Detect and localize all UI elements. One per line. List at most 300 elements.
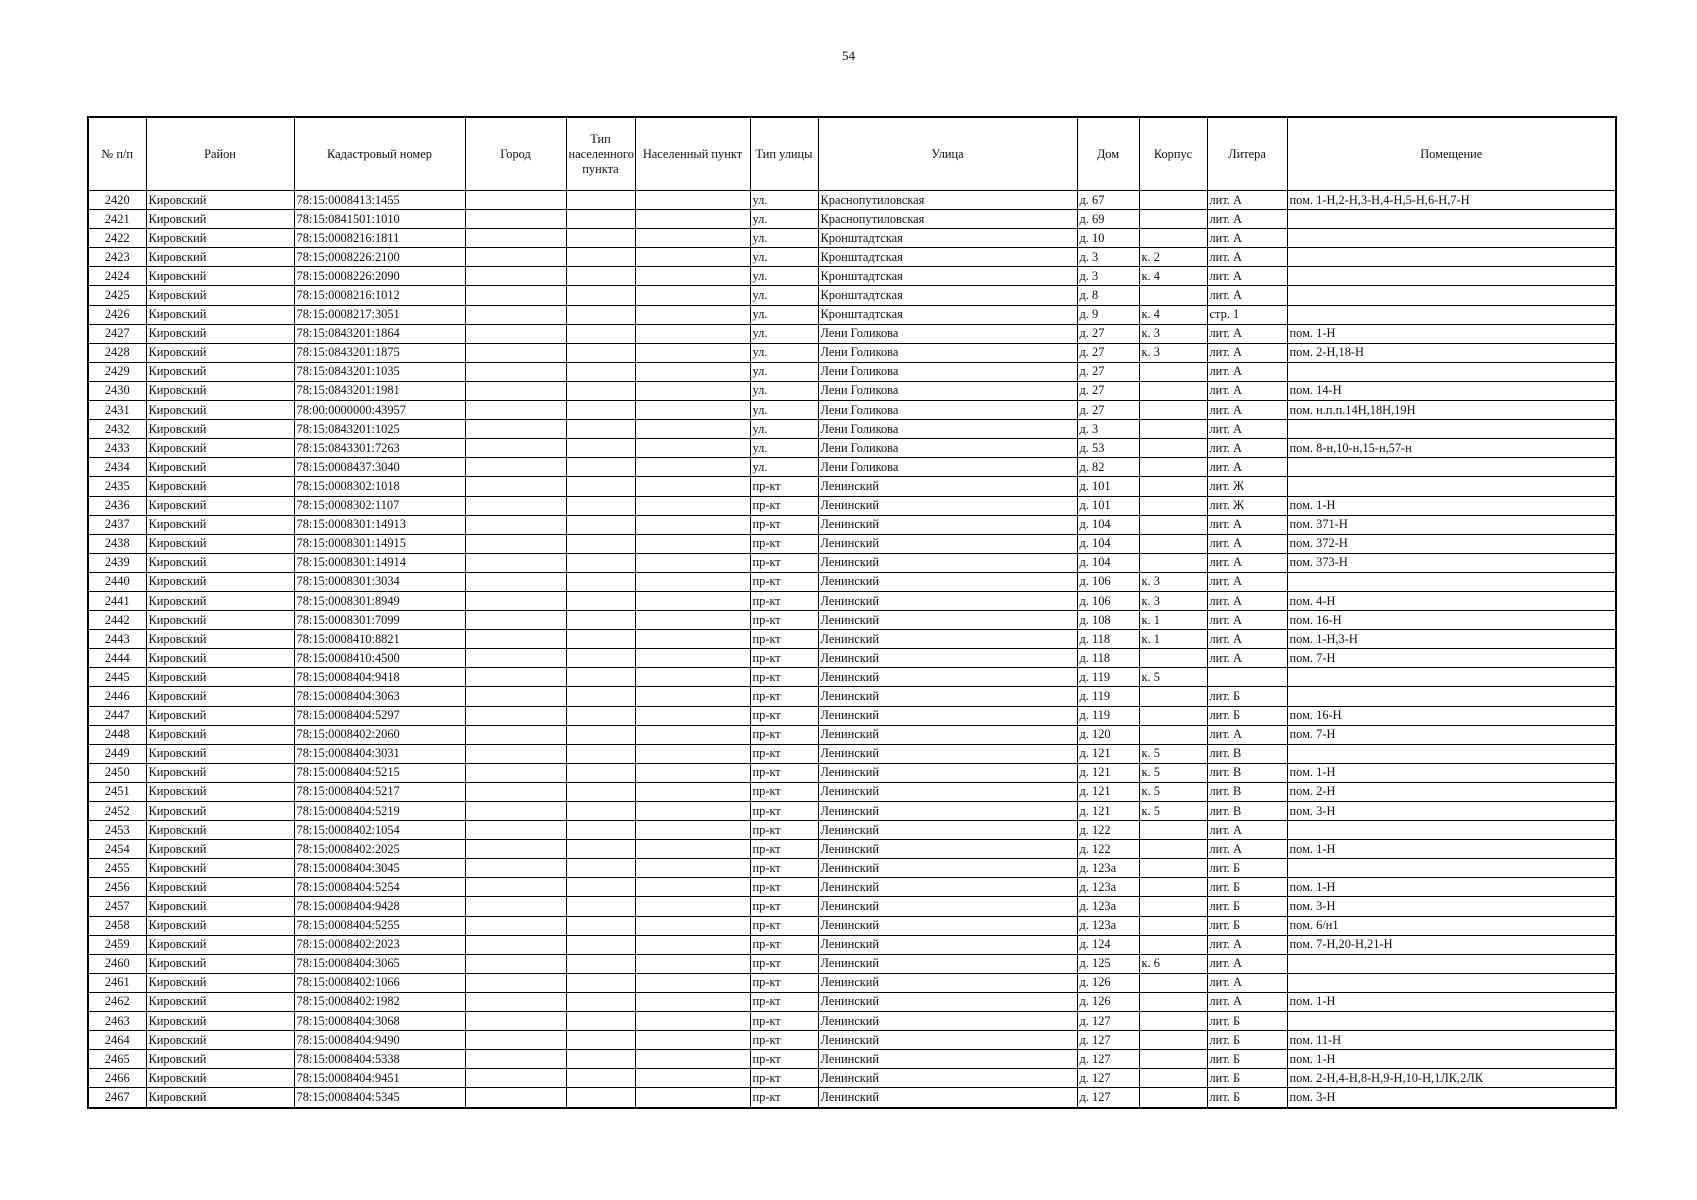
cell-letter: лит. А bbox=[1207, 954, 1287, 973]
cell-premises: пом. 1-Н bbox=[1287, 840, 1616, 859]
cell-district: Кировский bbox=[146, 343, 294, 362]
cell-settlement-type bbox=[566, 324, 635, 343]
cell-letter: лит. Б bbox=[1207, 687, 1287, 706]
cell-settlement bbox=[635, 973, 750, 992]
cell-house: д. 126 bbox=[1077, 992, 1139, 1011]
cell-building: к. 3 bbox=[1139, 591, 1207, 610]
cell-premises: пом. 3-Н bbox=[1287, 897, 1616, 916]
cell-street-type: пр-кт bbox=[750, 477, 818, 496]
cell-street-type: пр-кт bbox=[750, 496, 818, 515]
cell-cadastral-number: 78:15:0843201:1875 bbox=[294, 343, 465, 362]
cell-street-type: пр-кт bbox=[750, 1031, 818, 1050]
cell-cadastral-number: 78:15:0008302:1107 bbox=[294, 496, 465, 515]
cell-street: Ленинский bbox=[818, 916, 1077, 935]
cell-settlement bbox=[635, 420, 750, 439]
cell-cadastral-number: 78:15:0008404:5219 bbox=[294, 802, 465, 821]
cell-number: 2446 bbox=[88, 687, 146, 706]
cell-cadastral-number: 78:15:0008404:5215 bbox=[294, 763, 465, 782]
cell-street-type: пр-кт bbox=[750, 954, 818, 973]
cell-district: Кировский bbox=[146, 897, 294, 916]
cell-building: к. 1 bbox=[1139, 630, 1207, 649]
cell-street: Ленинский bbox=[818, 744, 1077, 763]
cell-premises bbox=[1287, 973, 1616, 992]
cell-street-type: пр-кт bbox=[750, 1012, 818, 1031]
cell-building bbox=[1139, 401, 1207, 420]
cell-street: Кронштадтская bbox=[818, 305, 1077, 324]
table-row bbox=[88, 534, 1616, 553]
cell-street: Лени Голикова bbox=[818, 362, 1077, 381]
cell-settlement-type bbox=[566, 305, 635, 324]
cell-street: Ленинский bbox=[818, 1031, 1077, 1050]
cell-street-type: пр-кт bbox=[750, 878, 818, 897]
cell-number: 2459 bbox=[88, 935, 146, 954]
cell-letter: лит. А bbox=[1207, 515, 1287, 534]
cell-street-type: пр-кт bbox=[750, 935, 818, 954]
cell-city bbox=[465, 477, 566, 496]
cell-street-type: пр-кт bbox=[750, 992, 818, 1011]
cell-city bbox=[465, 687, 566, 706]
cell-building bbox=[1139, 515, 1207, 534]
cell-house: д. 3 bbox=[1077, 248, 1139, 267]
cell-cadastral-number: 78:15:0843201:1035 bbox=[294, 362, 465, 381]
cell-street-type: ул. bbox=[750, 381, 818, 400]
cell-cadastral-number: 78:15:0008404:5338 bbox=[294, 1050, 465, 1069]
cell-street-type: пр-кт bbox=[750, 821, 818, 840]
cell-street-type: пр-кт bbox=[750, 1069, 818, 1088]
cell-street-type: пр-кт bbox=[750, 706, 818, 725]
cell-settlement-type bbox=[566, 381, 635, 400]
cell-cadastral-number: 78:15:0008410:4500 bbox=[294, 649, 465, 668]
cell-district: Кировский bbox=[146, 611, 294, 630]
cell-street: Лени Голикова bbox=[818, 381, 1077, 400]
registry-table bbox=[87, 116, 1617, 1109]
table-row bbox=[88, 802, 1616, 821]
cell-building bbox=[1139, 649, 1207, 668]
cell-district: Кировский bbox=[146, 515, 294, 534]
cell-city bbox=[465, 649, 566, 668]
cell-premises: пом. 6/н1 bbox=[1287, 916, 1616, 935]
cell-number: 2461 bbox=[88, 973, 146, 992]
cell-premises: пом. 1-Н bbox=[1287, 992, 1616, 1011]
header-premises: Помещение bbox=[1287, 117, 1616, 191]
cell-number: 2423 bbox=[88, 248, 146, 267]
cell-cadastral-number: 78:15:0008410:8821 bbox=[294, 630, 465, 649]
cell-number: 2442 bbox=[88, 611, 146, 630]
cell-letter: лит. А bbox=[1207, 725, 1287, 744]
cell-settlement bbox=[635, 878, 750, 897]
cell-building bbox=[1139, 878, 1207, 897]
cell-number: 2445 bbox=[88, 668, 146, 687]
cell-city bbox=[465, 1050, 566, 1069]
cell-street: Ленинский bbox=[818, 1012, 1077, 1031]
cell-settlement-type bbox=[566, 229, 635, 248]
header-street: Улица bbox=[818, 117, 1077, 191]
cell-street: Ленинский bbox=[818, 611, 1077, 630]
cell-letter: лит. А bbox=[1207, 401, 1287, 420]
cell-number: 2424 bbox=[88, 267, 146, 286]
cell-street: Ленинский bbox=[818, 935, 1077, 954]
cell-premises: пом. 2-Н,18-Н bbox=[1287, 343, 1616, 362]
cell-settlement bbox=[635, 515, 750, 534]
cell-house: д. 127 bbox=[1077, 1012, 1139, 1031]
cell-number: 2427 bbox=[88, 324, 146, 343]
cell-settlement bbox=[635, 706, 750, 725]
cell-settlement bbox=[635, 401, 750, 420]
cell-building: к. 3 bbox=[1139, 324, 1207, 343]
cell-settlement bbox=[635, 935, 750, 954]
cell-settlement bbox=[635, 1050, 750, 1069]
cell-house: д. 124 bbox=[1077, 935, 1139, 954]
cell-settlement bbox=[635, 763, 750, 782]
cell-building bbox=[1139, 992, 1207, 1011]
cell-building bbox=[1139, 1012, 1207, 1031]
cell-settlement bbox=[635, 458, 750, 477]
cell-letter: лит. А bbox=[1207, 343, 1287, 362]
cell-settlement bbox=[635, 572, 750, 591]
cell-street: Ленинский bbox=[818, 840, 1077, 859]
cell-settlement bbox=[635, 630, 750, 649]
cell-city bbox=[465, 458, 566, 477]
cell-number: 2435 bbox=[88, 477, 146, 496]
cell-number: 2434 bbox=[88, 458, 146, 477]
cell-letter: лит. А bbox=[1207, 840, 1287, 859]
cell-district: Кировский bbox=[146, 725, 294, 744]
cell-street: Ленинский bbox=[818, 496, 1077, 515]
cell-letter: лит. Б bbox=[1207, 1031, 1287, 1050]
cell-number: 2467 bbox=[88, 1088, 146, 1108]
cell-settlement-type bbox=[566, 611, 635, 630]
cell-house: д. 127 bbox=[1077, 1031, 1139, 1050]
cell-letter: лит. Ж bbox=[1207, 496, 1287, 515]
cell-cadastral-number: 78:15:0008301:7099 bbox=[294, 611, 465, 630]
table-row bbox=[88, 381, 1616, 400]
cell-letter: лит. А bbox=[1207, 210, 1287, 229]
cell-premises bbox=[1287, 1012, 1616, 1031]
table-body bbox=[88, 191, 1616, 1108]
cell-letter: лит. В bbox=[1207, 782, 1287, 801]
cell-building bbox=[1139, 229, 1207, 248]
cell-letter: лит. А bbox=[1207, 534, 1287, 553]
cell-letter: лит. Б bbox=[1207, 916, 1287, 935]
cell-street-type: пр-кт bbox=[750, 897, 818, 916]
cell-cadastral-number: 78:15:0008301:3034 bbox=[294, 572, 465, 591]
cell-district: Кировский bbox=[146, 1031, 294, 1050]
cell-settlement bbox=[635, 439, 750, 458]
cell-building bbox=[1139, 859, 1207, 878]
cell-district: Кировский bbox=[146, 496, 294, 515]
cell-cadastral-number: 78:15:0843201:1025 bbox=[294, 420, 465, 439]
cell-district: Кировский bbox=[146, 821, 294, 840]
cell-city bbox=[465, 840, 566, 859]
header-cadastral-number: Кадастровый номер bbox=[294, 117, 465, 191]
cell-district: Кировский bbox=[146, 420, 294, 439]
cell-settlement-type bbox=[566, 458, 635, 477]
cell-number: 2447 bbox=[88, 706, 146, 725]
cell-street-type: пр-кт bbox=[750, 611, 818, 630]
table-header bbox=[88, 117, 1616, 191]
cell-street-type: ул. bbox=[750, 439, 818, 458]
cell-settlement-type bbox=[566, 744, 635, 763]
cell-district: Кировский bbox=[146, 973, 294, 992]
table-row bbox=[88, 916, 1616, 935]
cell-premises bbox=[1287, 668, 1616, 687]
cell-street: Ленинский bbox=[818, 782, 1077, 801]
cell-cadastral-number: 78:15:0008226:2100 bbox=[294, 248, 465, 267]
cell-district: Кировский bbox=[146, 630, 294, 649]
cell-letter: лит. Б bbox=[1207, 1088, 1287, 1108]
cell-building bbox=[1139, 1050, 1207, 1069]
cell-building: к. 3 bbox=[1139, 572, 1207, 591]
cell-street: Ленинский bbox=[818, 859, 1077, 878]
table-row bbox=[88, 572, 1616, 591]
cell-cadastral-number: 78:15:0008301:14913 bbox=[294, 515, 465, 534]
cell-premises: пом. 3-Н bbox=[1287, 1088, 1616, 1108]
cell-settlement bbox=[635, 744, 750, 763]
cell-city bbox=[465, 1069, 566, 1088]
cell-city bbox=[465, 897, 566, 916]
cell-cadastral-number: 78:15:0008402:1054 bbox=[294, 821, 465, 840]
cell-house: д. 126 bbox=[1077, 973, 1139, 992]
cell-number: 2444 bbox=[88, 649, 146, 668]
cell-number: 2443 bbox=[88, 630, 146, 649]
cell-settlement bbox=[635, 248, 750, 267]
cell-street-type: пр-кт bbox=[750, 572, 818, 591]
cell-city bbox=[465, 572, 566, 591]
cell-settlement bbox=[635, 611, 750, 630]
cell-city bbox=[465, 229, 566, 248]
cell-premises bbox=[1287, 954, 1616, 973]
cell-number: 2450 bbox=[88, 763, 146, 782]
table-row bbox=[88, 591, 1616, 610]
cell-letter: лит. А bbox=[1207, 992, 1287, 1011]
cell-city bbox=[465, 324, 566, 343]
cell-city bbox=[465, 992, 566, 1011]
table-row bbox=[88, 840, 1616, 859]
cell-street-type: ул. bbox=[750, 305, 818, 324]
cell-house: д. 27 bbox=[1077, 324, 1139, 343]
cell-district: Кировский bbox=[146, 935, 294, 954]
cell-house: д. 122 bbox=[1077, 840, 1139, 859]
cell-district: Кировский bbox=[146, 362, 294, 381]
cell-settlement bbox=[635, 229, 750, 248]
cell-cadastral-number: 78:15:0008402:1066 bbox=[294, 973, 465, 992]
cell-street: Лени Голикова bbox=[818, 343, 1077, 362]
cell-settlement bbox=[635, 362, 750, 381]
cell-city bbox=[465, 973, 566, 992]
cell-street: Ленинский bbox=[818, 802, 1077, 821]
table-row bbox=[88, 878, 1616, 897]
cell-house: д. 127 bbox=[1077, 1088, 1139, 1108]
cell-house: д. 69 bbox=[1077, 210, 1139, 229]
cell-cadastral-number: 78:00:0000000:43957 bbox=[294, 401, 465, 420]
cell-cadastral-number: 78:15:0008404:3065 bbox=[294, 954, 465, 973]
cell-district: Кировский bbox=[146, 687, 294, 706]
cell-house: д. 119 bbox=[1077, 706, 1139, 725]
cell-district: Кировский bbox=[146, 572, 294, 591]
cell-street: Кронштадтская bbox=[818, 286, 1077, 305]
cell-building bbox=[1139, 496, 1207, 515]
cell-building bbox=[1139, 439, 1207, 458]
cell-cadastral-number: 78:15:0008216:1012 bbox=[294, 286, 465, 305]
cell-house: д. 108 bbox=[1077, 611, 1139, 630]
cell-settlement bbox=[635, 553, 750, 572]
cell-street: Ленинский bbox=[818, 763, 1077, 782]
header-street-type: Тип улицы bbox=[750, 117, 818, 191]
cell-premises: пом. 1-Н bbox=[1287, 878, 1616, 897]
cell-district: Кировский bbox=[146, 305, 294, 324]
cell-settlement-type bbox=[566, 477, 635, 496]
cell-premises: пом. 1-Н,3-Н bbox=[1287, 630, 1616, 649]
cell-settlement-type bbox=[566, 267, 635, 286]
header-settlement: Населенный пункт bbox=[635, 117, 750, 191]
cell-city bbox=[465, 496, 566, 515]
cell-settlement-type bbox=[566, 897, 635, 916]
cell-settlement-type bbox=[566, 420, 635, 439]
cell-street-type: ул. bbox=[750, 324, 818, 343]
cell-house: д. 121 bbox=[1077, 763, 1139, 782]
cell-district: Кировский bbox=[146, 477, 294, 496]
cell-street-type: пр-кт bbox=[750, 763, 818, 782]
cell-premises bbox=[1287, 821, 1616, 840]
cell-premises: пом. 7-Н bbox=[1287, 649, 1616, 668]
table-row bbox=[88, 553, 1616, 572]
cell-premises: пом. 7-Н bbox=[1287, 725, 1616, 744]
cell-street: Ленинский bbox=[818, 687, 1077, 706]
cell-street-type: ул. bbox=[750, 248, 818, 267]
cell-building bbox=[1139, 821, 1207, 840]
cell-settlement-type bbox=[566, 878, 635, 897]
cell-building bbox=[1139, 362, 1207, 381]
cell-cadastral-number: 78:15:0008216:1811 bbox=[294, 229, 465, 248]
cell-street: Лени Голикова bbox=[818, 458, 1077, 477]
cell-premises bbox=[1287, 229, 1616, 248]
table-row bbox=[88, 496, 1616, 515]
cell-letter: лит. А bbox=[1207, 439, 1287, 458]
cell-settlement bbox=[635, 954, 750, 973]
cell-street-type: пр-кт bbox=[750, 782, 818, 801]
cell-house: д. 9 bbox=[1077, 305, 1139, 324]
cell-number: 2463 bbox=[88, 1012, 146, 1031]
cell-street-type: ул. bbox=[750, 401, 818, 420]
cell-cadastral-number: 78:15:0008404:3063 bbox=[294, 687, 465, 706]
cell-street-type: пр-кт bbox=[750, 725, 818, 744]
cell-premises bbox=[1287, 420, 1616, 439]
cell-street-type: пр-кт bbox=[750, 1088, 818, 1108]
cell-settlement bbox=[635, 687, 750, 706]
cell-street-type: пр-кт bbox=[750, 668, 818, 687]
cell-letter: лит. А bbox=[1207, 324, 1287, 343]
cell-letter: лит. А bbox=[1207, 229, 1287, 248]
cell-premises: пом. 2-Н bbox=[1287, 782, 1616, 801]
cell-settlement-type bbox=[566, 1069, 635, 1088]
cell-settlement-type bbox=[566, 802, 635, 821]
cell-number: 2452 bbox=[88, 802, 146, 821]
cell-street: Лени Голикова bbox=[818, 420, 1077, 439]
table-row bbox=[88, 1069, 1616, 1088]
cell-building bbox=[1139, 420, 1207, 439]
cell-cadastral-number: 78:15:0008404:5345 bbox=[294, 1088, 465, 1108]
cell-building bbox=[1139, 916, 1207, 935]
cell-cadastral-number: 78:15:0008402:2060 bbox=[294, 725, 465, 744]
cell-settlement bbox=[635, 992, 750, 1011]
cell-district: Кировский bbox=[146, 439, 294, 458]
cell-cadastral-number: 78:15:0008404:5255 bbox=[294, 916, 465, 935]
cell-street-type: ул. bbox=[750, 458, 818, 477]
cell-house: д. 27 bbox=[1077, 401, 1139, 420]
cell-letter: лит. А bbox=[1207, 611, 1287, 630]
cell-number: 2437 bbox=[88, 515, 146, 534]
cell-street: Ленинский bbox=[818, 591, 1077, 610]
cell-district: Кировский bbox=[146, 248, 294, 267]
cell-premises: пом. 16-Н bbox=[1287, 611, 1616, 630]
cell-number: 2454 bbox=[88, 840, 146, 859]
cell-settlement bbox=[635, 381, 750, 400]
cell-premises bbox=[1287, 210, 1616, 229]
cell-district: Кировский bbox=[146, 859, 294, 878]
cell-building bbox=[1139, 973, 1207, 992]
cell-street: Ленинский bbox=[818, 706, 1077, 725]
cell-cadastral-number: 78:15:0008226:2090 bbox=[294, 267, 465, 286]
cell-number: 2431 bbox=[88, 401, 146, 420]
cell-district: Кировский bbox=[146, 210, 294, 229]
table-row bbox=[88, 401, 1616, 420]
cell-city bbox=[465, 248, 566, 267]
cell-number: 2421 bbox=[88, 210, 146, 229]
cell-city bbox=[465, 515, 566, 534]
cell-number: 2455 bbox=[88, 859, 146, 878]
cell-settlement-type bbox=[566, 1088, 635, 1108]
cell-street: Ленинский bbox=[818, 668, 1077, 687]
cell-cadastral-number: 78:15:0008413:1455 bbox=[294, 191, 465, 210]
cell-street-type: пр-кт bbox=[750, 916, 818, 935]
cell-number: 2428 bbox=[88, 343, 146, 362]
cell-building bbox=[1139, 840, 1207, 859]
cell-city bbox=[465, 191, 566, 210]
cell-settlement-type bbox=[566, 1031, 635, 1050]
cell-building: к. 5 bbox=[1139, 802, 1207, 821]
cell-settlement bbox=[635, 1088, 750, 1108]
cell-street: Ленинский bbox=[818, 897, 1077, 916]
cell-letter: лит. А bbox=[1207, 591, 1287, 610]
cell-premises bbox=[1287, 362, 1616, 381]
cell-city bbox=[465, 935, 566, 954]
cell-district: Кировский bbox=[146, 553, 294, 572]
cell-letter: лит. А bbox=[1207, 572, 1287, 591]
cell-district: Кировский bbox=[146, 763, 294, 782]
cell-district: Кировский bbox=[146, 1012, 294, 1031]
cell-settlement-type bbox=[566, 782, 635, 801]
cell-settlement-type bbox=[566, 191, 635, 210]
table-row bbox=[88, 725, 1616, 744]
cell-settlement-type bbox=[566, 821, 635, 840]
cell-settlement-type bbox=[566, 763, 635, 782]
cell-city bbox=[465, 668, 566, 687]
cell-city bbox=[465, 305, 566, 324]
cell-settlement bbox=[635, 802, 750, 821]
cell-street-type: пр-кт bbox=[750, 515, 818, 534]
cell-city bbox=[465, 591, 566, 610]
cell-house: д. 123а bbox=[1077, 859, 1139, 878]
header-district: Район bbox=[146, 117, 294, 191]
cell-letter: лит. А bbox=[1207, 973, 1287, 992]
cell-settlement bbox=[635, 305, 750, 324]
cell-premises: пом. 3-Н bbox=[1287, 802, 1616, 821]
cell-settlement-type bbox=[566, 343, 635, 362]
cell-city bbox=[465, 744, 566, 763]
cell-settlement-type bbox=[566, 572, 635, 591]
table-row bbox=[88, 630, 1616, 649]
cell-city bbox=[465, 725, 566, 744]
